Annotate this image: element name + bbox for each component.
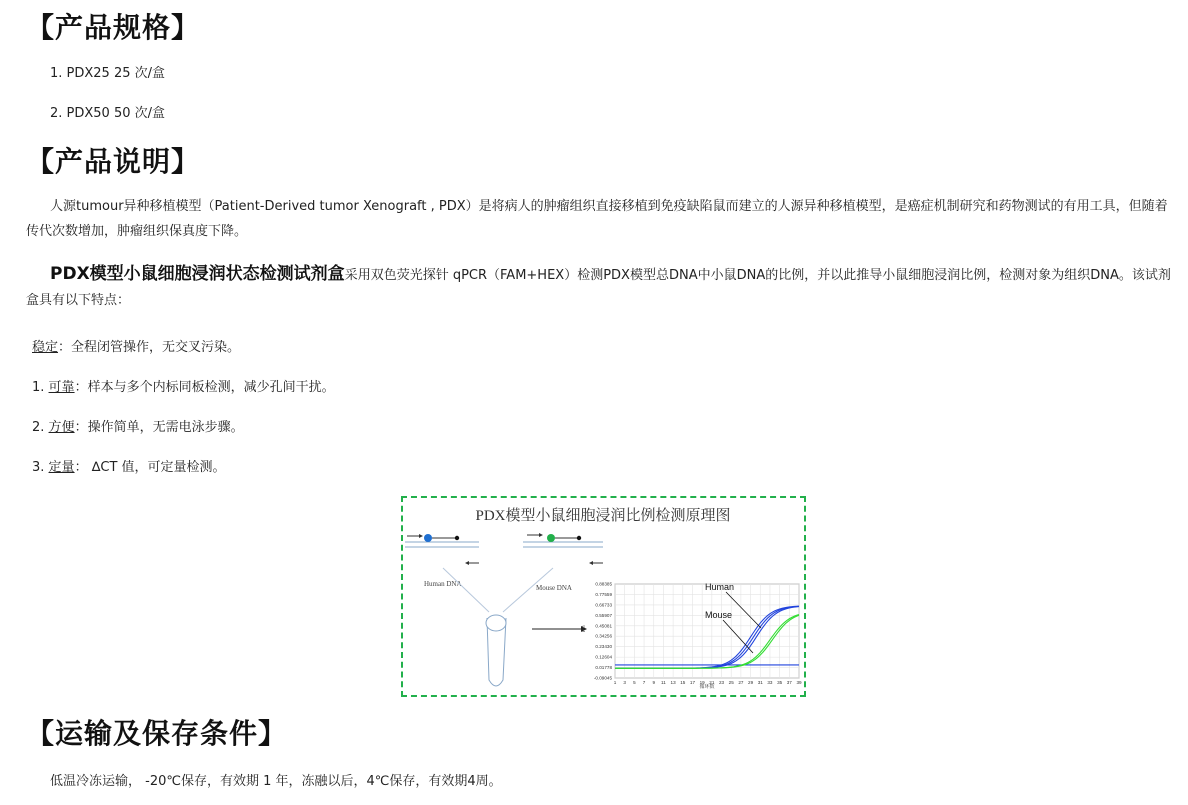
y-tick-label: 0.12604 bbox=[595, 654, 612, 660]
feature-term: 可靠 bbox=[48, 380, 75, 395]
mix-arrow bbox=[443, 568, 489, 612]
x-tick-label: 33 bbox=[767, 680, 773, 685]
feature-prefix: 3. bbox=[32, 460, 49, 475]
quencher-icon bbox=[455, 536, 459, 540]
feature-prefix: 2. bbox=[32, 420, 49, 435]
storage-heading: 【运输及保存条件】 bbox=[26, 717, 288, 750]
x-tick-label: 39 bbox=[796, 680, 802, 685]
intro-paragraph: 人源tumour异种移植模型（Patient-Derived tumor Xenograft , PDX）是将病人的肿瘤组织直接移植到免疫缺陷鼠而建立的人源异种移植模型，是癌症机制研究和药物测试的有用工具，但随着传代次数增加，肿瘤组织保真度下降。 bbox=[26, 199, 1168, 239]
feature-item bbox=[32, 336, 240, 355]
arrow-head bbox=[465, 561, 469, 565]
x-tick-label: 31 bbox=[757, 680, 763, 685]
feature-text: ： ∆CT 值，可定量检测。 bbox=[74, 460, 226, 475]
quencher-icon bbox=[577, 536, 581, 540]
storage-text: 低温冷冻运输， -20℃保存，有效期 1 年，冻融以后，4℃保存，有效期4周。 bbox=[50, 774, 502, 789]
x-tick-label: 11 bbox=[661, 680, 666, 685]
kit-text: 采用双色荧光探针 qPCR（FAM+HEX）检测PDX模型总DNA中小鼠DNA的比例，并以此推导小鼠细胞浸润比例，检测对象为组织DNA。该试剂盒具有以下特点： bbox=[26, 268, 1171, 308]
pcr-tube-icon bbox=[486, 615, 506, 686]
x-axis-label: 循环数 bbox=[699, 684, 715, 690]
x-tick-label: 13 bbox=[670, 680, 676, 685]
y-tick-label: 0.77559 bbox=[595, 591, 612, 597]
feature-term: 方便 bbox=[48, 420, 75, 435]
arrow-head bbox=[539, 533, 543, 537]
y-axis-label: Rn bbox=[581, 625, 587, 632]
x-tick-label: 7 bbox=[642, 680, 646, 685]
y-tick-label: 0.23430 bbox=[595, 644, 612, 650]
feature-text: ：操作简单，无需电泳步骤。 bbox=[74, 420, 244, 435]
x-tick-label: 29 bbox=[748, 680, 754, 685]
feature-text: ：样本与多个内标同板检测，减少孔间干扰。 bbox=[74, 380, 335, 395]
arrow-head bbox=[419, 534, 423, 538]
y-tick-label: 0.01778 bbox=[595, 665, 612, 671]
spec-heading: 【产品规格】 bbox=[26, 11, 201, 44]
arrow-head bbox=[589, 561, 593, 565]
y-tick-label: 0.66733 bbox=[595, 602, 612, 608]
hex-fluorophore-icon bbox=[547, 534, 555, 542]
feature-item bbox=[32, 376, 335, 395]
desc-heading: 【产品说明】 bbox=[26, 145, 201, 178]
plot-area bbox=[615, 584, 799, 678]
feature-term: 定量 bbox=[48, 460, 75, 475]
y-tick-label: 0.88385 bbox=[595, 581, 612, 587]
x-tick-label: 1 bbox=[613, 680, 617, 685]
principle-diagram bbox=[403, 498, 804, 695]
kit-paragraph bbox=[26, 262, 1178, 313]
x-tick-label: 19 bbox=[699, 680, 705, 685]
figure-title: PDX模型小鼠细胞浸润比例检测原理图 bbox=[475, 508, 731, 524]
x-tick-label: 37 bbox=[786, 680, 792, 685]
mouse-probe-diagram bbox=[523, 533, 603, 565]
kit-name: PDX模型小鼠细胞浸润状态检测试剂盒 bbox=[50, 264, 345, 284]
x-tick-label: 25 bbox=[728, 680, 734, 685]
feature-item bbox=[32, 416, 244, 435]
amplification-chart bbox=[581, 582, 802, 691]
feature-prefix: 1. bbox=[32, 380, 49, 395]
x-tick-label: 15 bbox=[680, 680, 686, 685]
x-tick-label: 5 bbox=[633, 680, 636, 685]
human-dna-label: Human DNA bbox=[424, 580, 462, 588]
human-probe-diagram bbox=[405, 534, 479, 565]
feature-term: 稳定 bbox=[32, 340, 59, 355]
x-tick-label: 17 bbox=[689, 680, 696, 685]
feature-text: ：全程闭管操作，无交叉污染。 bbox=[58, 340, 241, 355]
y-tick-label: 0.34256 bbox=[595, 633, 612, 639]
y-tick-label: -0.09045 bbox=[593, 675, 612, 681]
feature-item bbox=[32, 456, 226, 475]
y-tick-label: 0.55907 bbox=[595, 612, 612, 618]
x-tick-label: 9 bbox=[652, 680, 656, 685]
spec-item: 1. PDX25 25 次/盒 bbox=[50, 66, 166, 81]
x-tick-label: 35 bbox=[777, 680, 783, 685]
x-tick-label: 3 bbox=[623, 680, 626, 685]
x-tick-label: 27 bbox=[738, 680, 744, 685]
x-tick-label: 21 bbox=[709, 680, 715, 685]
fam-fluorophore-icon bbox=[424, 534, 432, 542]
spec-item: 2. PDX50 50 次/盒 bbox=[50, 106, 166, 121]
x-tick-label: 23 bbox=[718, 680, 725, 685]
principle-figure bbox=[401, 496, 806, 697]
curve-label-human: Human bbox=[705, 582, 735, 592]
curve-label-mouse: Mouse bbox=[705, 610, 733, 620]
mouse-dna-label: Mouse DNA bbox=[536, 584, 572, 592]
y-tick-label: 0.45081 bbox=[595, 623, 612, 629]
